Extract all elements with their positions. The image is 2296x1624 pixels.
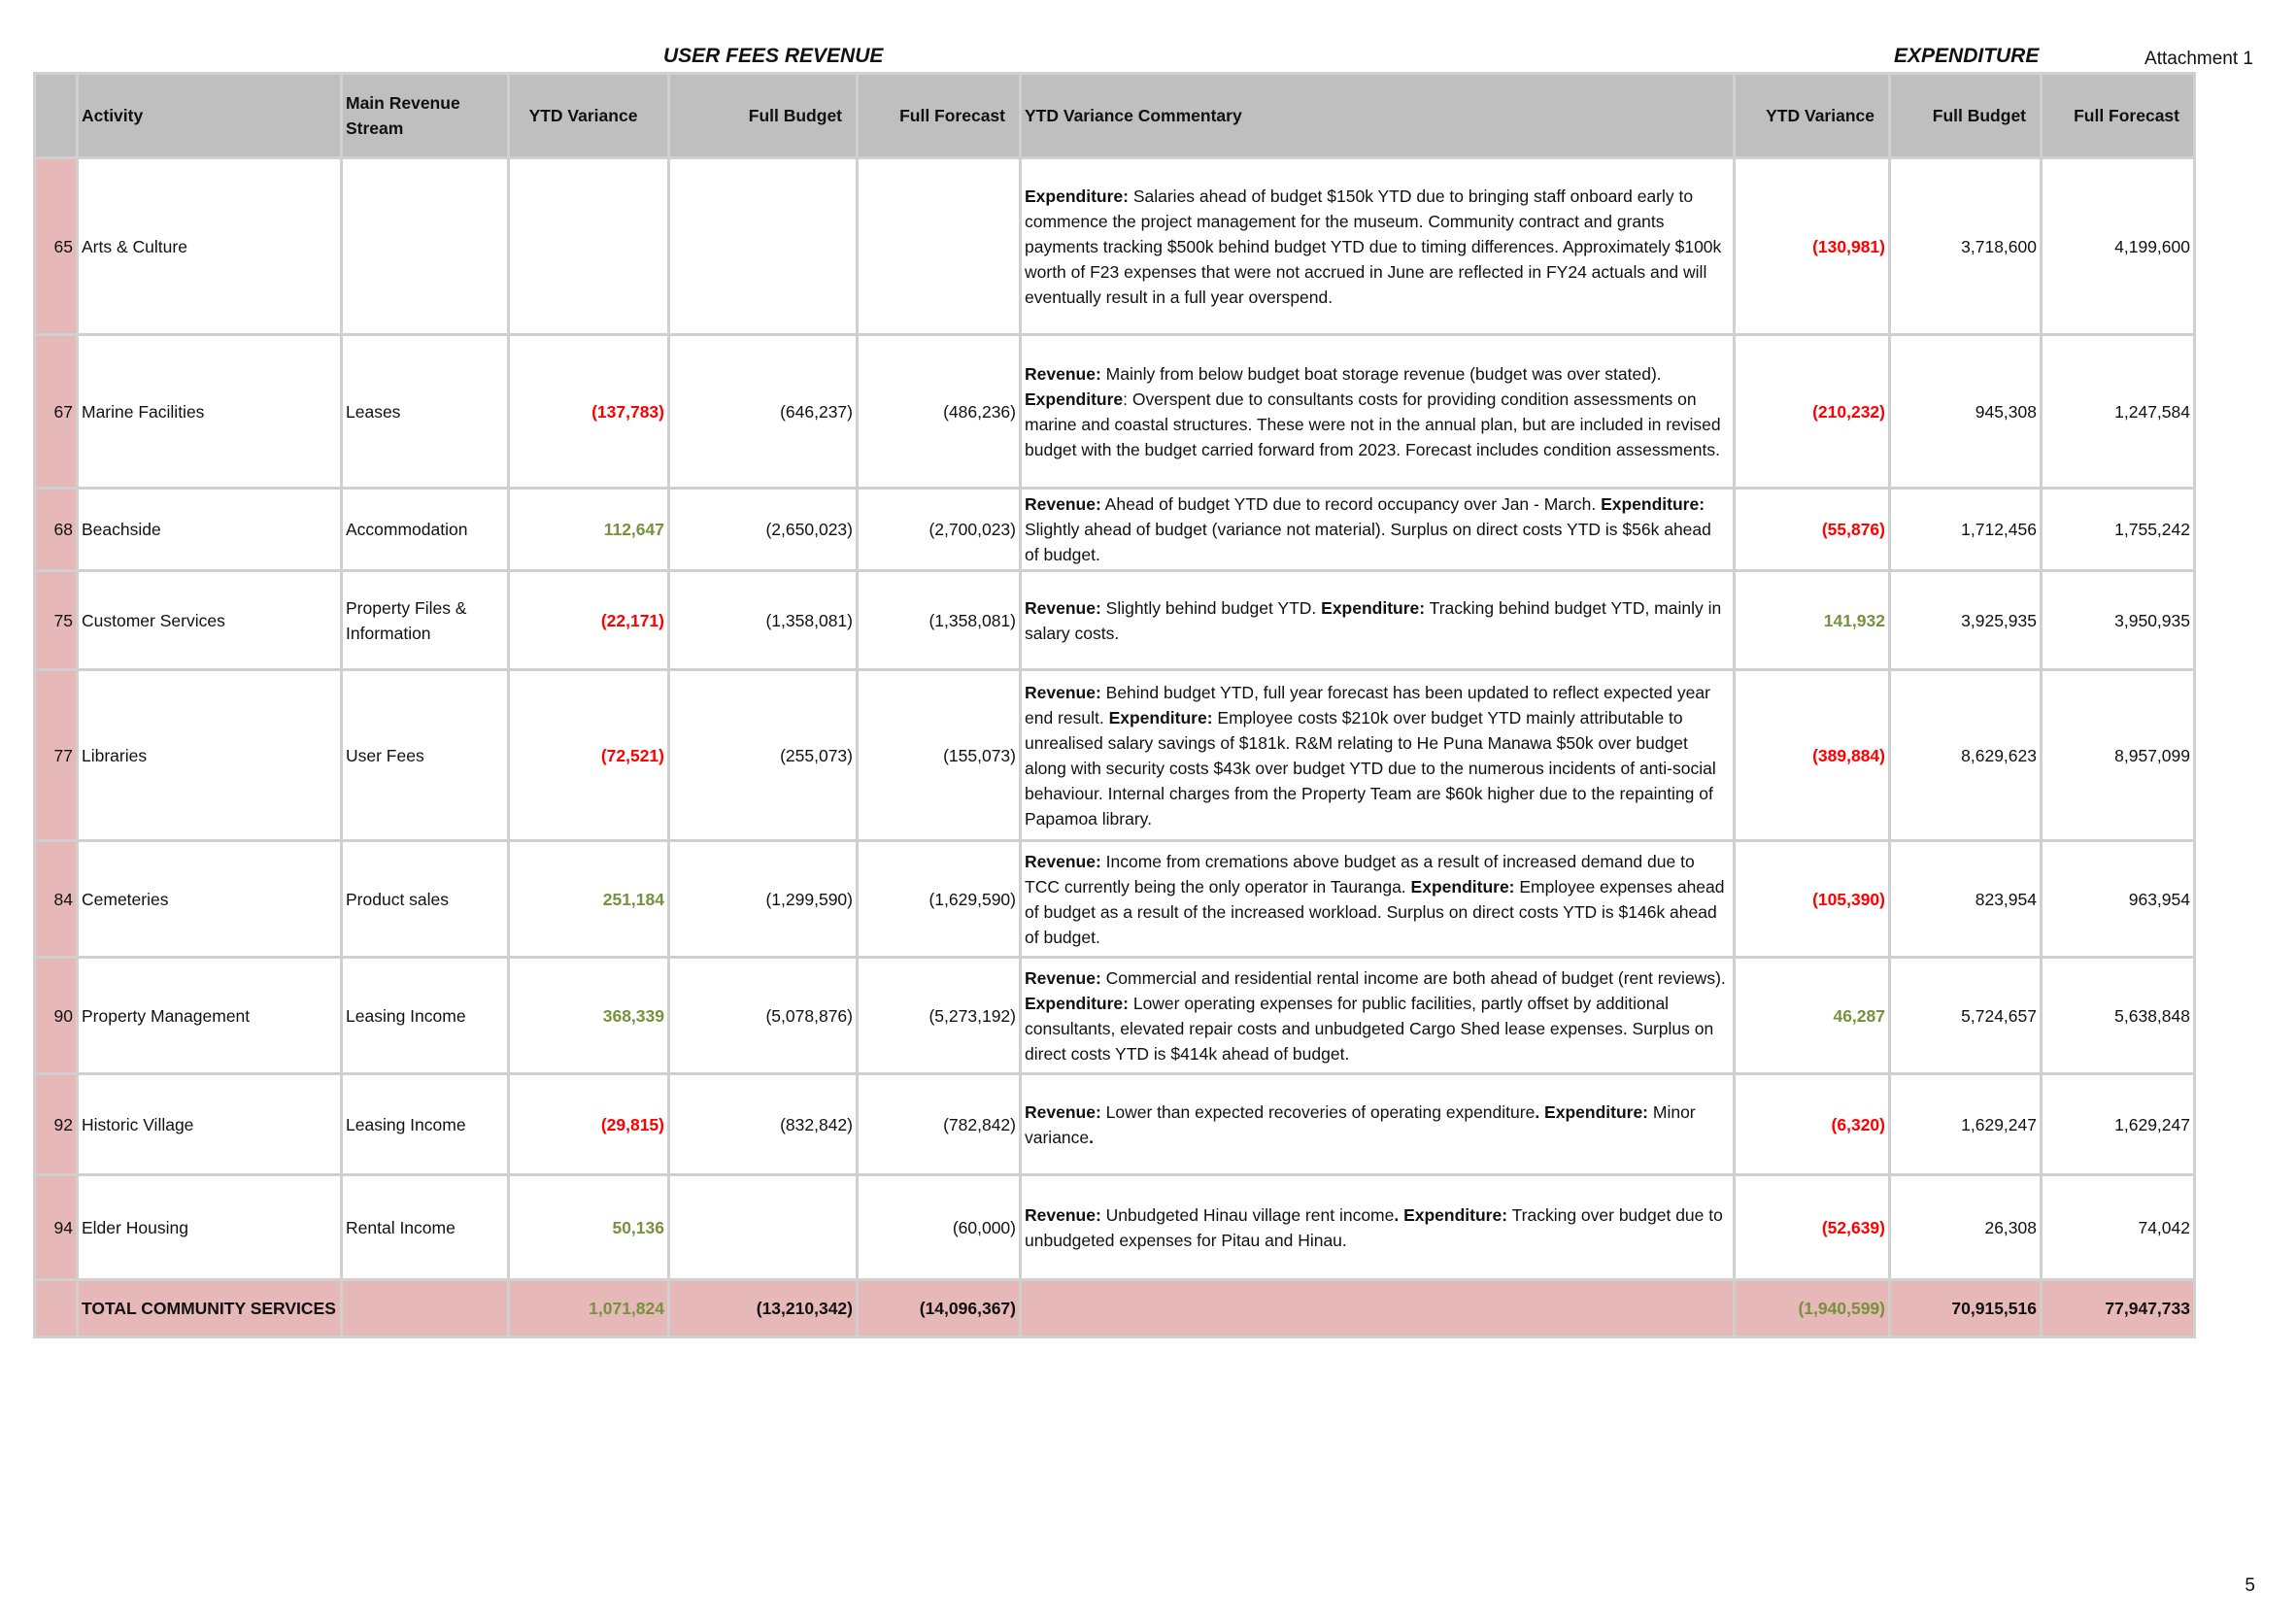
total-rev-budget: (13,210,342) (669, 1280, 858, 1337)
row-number: 84 (35, 841, 78, 958)
commentary-label: Expenditure: (1321, 597, 1426, 618)
commentary-label: Revenue: (1025, 682, 1101, 702)
rev-ytd-cell: 251,184 (509, 841, 669, 958)
commentary-label: Expenditure (1025, 389, 1124, 409)
exp-ytd-cell: (130,981) (1735, 158, 1890, 335)
table-header-row (35, 74, 2195, 158)
stream-cell (342, 158, 509, 335)
stream-cell: Accommodation (342, 489, 509, 571)
commentary-text: Income from cremations above budget as a result of increased demand due to TCC currently being the only operator in Tauranga. (1025, 851, 1695, 897)
commentary-cell (1021, 158, 1735, 335)
rev-ytd-cell (509, 158, 669, 335)
exp-budget-cell: 8,629,623 (1890, 670, 2042, 841)
rev-budget-cell: (255,073) (669, 670, 858, 841)
commentary-label: Expenditure: (1025, 186, 1129, 206)
activity-cell: Historic Village (78, 1074, 342, 1175)
commentary-text: Employee costs $210k over budget YTD mainly attributable to unrealised salary savings of $181k. R&M relating to He Puna Manawa $50k over budget along with security costs $43k over budget YTD due to the numerous incidents of anti-social behaviour. Internal charges from the Property Team are $60k higher due to the repainting of Papamoa library. (1025, 707, 1716, 829)
col-header-exp-forecast: Full Forecast (2042, 74, 2195, 158)
exp-budget-cell: 26,308 (1890, 1175, 2042, 1280)
exp-budget-cell: 1,629,247 (1890, 1074, 2042, 1175)
rev-forecast-cell: (486,236) (858, 335, 1021, 489)
row-number: 77 (35, 670, 78, 841)
activity-cell: Customer Services (78, 571, 342, 670)
rev-budget-cell (669, 1175, 858, 1280)
commentary-label: Expenditure: (1108, 707, 1213, 727)
stream-cell: Leases (342, 335, 509, 489)
commentary-label: Revenue: (1025, 494, 1101, 514)
row-number: 94 (35, 1175, 78, 1280)
exp-forecast-cell: 8,957,099 (2042, 670, 2195, 841)
commentary-text: Mainly from below budget boat storage revenue (budget was over stated). (1100, 363, 1662, 384)
col-header-activity: Activity (78, 74, 342, 158)
commentary-label: Revenue: (1025, 363, 1101, 384)
stream-cell: Rental Income (342, 1175, 509, 1280)
commentary-text: Unbudgeted Hinau village rent income (1100, 1204, 1395, 1225)
commentary-label: Expenditure: (1025, 993, 1129, 1013)
commentary-label: Expenditure: (1410, 876, 1515, 897)
exp-ytd-cell: (105,390) (1735, 841, 1890, 958)
commentary-text: Tracking over budget due to unbudgeted expenses for Pitau and Hinau. (1025, 1204, 1723, 1250)
exp-ytd-cell: (55,876) (1735, 489, 1890, 571)
commentary-text: Employee expenses ahead of budget as a result of the increased workload. Surplus on direct costs YTD is $146k ahead of budget. (1025, 876, 1725, 947)
commentary-cell (1021, 1074, 1735, 1175)
commentary-cell (1021, 958, 1735, 1074)
commentary-cell (1021, 670, 1735, 841)
commentary-text: Commercial and residential rental income are both ahead of budget (rent reviews). (1100, 967, 1726, 988)
stream-cell: Leasing Income (342, 958, 509, 1074)
table-row (35, 571, 2195, 670)
table-row (35, 670, 2195, 841)
rev-ytd-cell: 112,647 (509, 489, 669, 571)
commentary-text: Tracking behind budget YTD, mainly in salary costs. (1025, 597, 1722, 643)
commentary-cell (1021, 1175, 1735, 1280)
row-number: 90 (35, 958, 78, 1074)
commentary-label: Revenue: (1025, 851, 1101, 871)
page-number: 5 (2245, 1575, 2255, 1596)
total-commentary-cell (1021, 1280, 1735, 1337)
exp-forecast-cell: 4,199,600 (2042, 158, 2195, 335)
commentary-cell (1021, 841, 1735, 958)
variance-table (33, 72, 2196, 1338)
total-row (35, 1280, 2195, 1337)
exp-forecast-cell: 1,247,584 (2042, 335, 2195, 489)
commentary-text: : Overspent due to consultants costs for providing condition assessments on marine and coastal structures. These were not in the annual plan, but are included in revised budget with the budget carried forward from 2023. Forecast includes condition assessments. (1025, 389, 1721, 459)
commentary-text: Minor variance (1025, 1101, 1696, 1147)
commentary-label: . (1089, 1127, 1095, 1147)
rev-ytd-cell: (22,171) (509, 571, 669, 670)
commentary-cell (1021, 489, 1735, 571)
exp-ytd-cell: (6,320) (1735, 1074, 1890, 1175)
col-header-rev-ytd: YTD Variance (509, 74, 669, 158)
exp-budget-cell: 3,718,600 (1890, 158, 2042, 335)
rev-forecast-cell (858, 158, 1021, 335)
activity-cell: Cemeteries (78, 841, 342, 958)
activity-cell: Libraries (78, 670, 342, 841)
exp-forecast-cell: 3,950,935 (2042, 571, 2195, 670)
activity-cell: Marine Facilities (78, 335, 342, 489)
revenue-section-title: USER FEES REVENUE (663, 45, 884, 67)
rev-ytd-cell: (72,521) (509, 670, 669, 841)
col-header-commentary: YTD Variance Commentary (1021, 74, 1735, 158)
exp-forecast-cell: 963,954 (2042, 841, 2195, 958)
commentary-label: Revenue: (1025, 1101, 1101, 1122)
col-header-exp-ytd: YTD Variance (1735, 74, 1890, 158)
commentary-label: . Expenditure: (1394, 1204, 1508, 1225)
exp-ytd-cell: (52,639) (1735, 1175, 1890, 1280)
commentary-text: Lower operating expenses for public facilities, partly offset by additional consultants, elevated repair costs and unbudgeted Cargo Shed lease expenses. Surplus on direct costs YTD is $414k ahead of budget. (1025, 993, 1714, 1064)
exp-forecast-cell: 5,638,848 (2042, 958, 2195, 1074)
rev-budget-cell (669, 158, 858, 335)
rev-forecast-cell: (1,358,081) (858, 571, 1021, 670)
table-row (35, 158, 2195, 335)
commentary-text: Ahead of budget YTD due to record occupancy over Jan - March. (1100, 494, 1602, 514)
exp-budget-cell: 3,925,935 (1890, 571, 2042, 670)
total-number-cell (35, 1280, 78, 1337)
rev-budget-cell: (1,358,081) (669, 571, 858, 670)
stream-cell: Product sales (342, 841, 509, 958)
exp-budget-cell: 823,954 (1890, 841, 2042, 958)
rev-budget-cell: (646,237) (669, 335, 858, 489)
rev-budget-cell: (832,842) (669, 1074, 858, 1175)
total-exp-budget: 70,915,516 (1890, 1280, 2042, 1337)
rev-forecast-cell: (1,629,590) (858, 841, 1021, 958)
total-exp-forecast: 77,947,733 (2042, 1280, 2195, 1337)
attachment-label: Attachment 1 (2144, 49, 2253, 69)
rev-ytd-cell: 50,136 (509, 1175, 669, 1280)
commentary-text: Salaries ahead of budget $150k YTD due to bringing staff onboard early to commence the project management for the museum. Community contract and grants payments tracking $500k behind budget YTD due to timing differences. Approximately $100k worth of F23 expenses that were not accrued in June are reflected in FY24 actuals and will eventually result in a full year overspend. (1025, 186, 1722, 307)
commentary-cell (1021, 335, 1735, 489)
row-number: 68 (35, 489, 78, 571)
rev-budget-cell: (5,078,876) (669, 958, 858, 1074)
activity-cell: Arts & Culture (78, 158, 342, 335)
table-row (35, 958, 2195, 1074)
exp-budget-cell: 945,308 (1890, 335, 2042, 489)
expenditure-section-title: EXPENDITURE (1894, 45, 2040, 67)
exp-ytd-cell: (210,232) (1735, 335, 1890, 489)
col-header-number (35, 74, 78, 158)
col-header-rev-forecast: Full Forecast (858, 74, 1021, 158)
col-header-stream: Main Revenue Stream (342, 74, 509, 158)
row-number: 67 (35, 335, 78, 489)
exp-ytd-cell: 141,932 (1735, 571, 1890, 670)
commentary-label: Expenditure: (1601, 494, 1705, 514)
rev-forecast-cell: (155,073) (858, 670, 1021, 841)
commentary-text: Lower than expected recoveries of operating expenditure (1100, 1101, 1536, 1122)
exp-ytd-cell: 46,287 (1735, 958, 1890, 1074)
commentary-label: Revenue: (1025, 967, 1101, 988)
table-row (35, 1074, 2195, 1175)
exp-ytd-cell: (389,884) (1735, 670, 1890, 841)
commentary-text: Behind budget YTD, full year forecast has been updated to reflect expected year end result. (1025, 682, 1710, 727)
rev-forecast-cell: (2,700,023) (858, 489, 1021, 571)
table-row (35, 1175, 2195, 1280)
total-label: TOTAL COMMUNITY SERVICES (78, 1280, 342, 1337)
total-rev-forecast: (14,096,367) (858, 1280, 1021, 1337)
table-row (35, 841, 2195, 958)
commentary-label: . Expenditure: (1535, 1101, 1649, 1122)
stream-cell: User Fees (342, 670, 509, 841)
activity-cell: Elder Housing (78, 1175, 342, 1280)
rev-forecast-cell: (782,842) (858, 1074, 1021, 1175)
row-number: 75 (35, 571, 78, 670)
exp-forecast-cell: 1,755,242 (2042, 489, 2195, 571)
table-row (35, 335, 2195, 489)
col-header-exp-budget: Full Budget (1890, 74, 2042, 158)
activity-cell: Beachside (78, 489, 342, 571)
total-rev-ytd: 1,071,824 (509, 1280, 669, 1337)
rev-budget-cell: (2,650,023) (669, 489, 858, 571)
exp-forecast-cell: 1,629,247 (2042, 1074, 2195, 1175)
rev-forecast-cell: (5,273,192) (858, 958, 1021, 1074)
commentary-text: Slightly ahead of budget (variance not material). Surplus on direct costs YTD is $56k ahead of budget. (1025, 520, 1711, 564)
row-number: 92 (35, 1074, 78, 1175)
rev-ytd-cell: 368,339 (509, 958, 669, 1074)
rev-ytd-cell: (29,815) (509, 1074, 669, 1175)
rev-budget-cell: (1,299,590) (669, 841, 858, 958)
exp-budget-cell: 5,724,657 (1890, 958, 2042, 1074)
rev-ytd-cell: (137,783) (509, 335, 669, 489)
rev-forecast-cell: (60,000) (858, 1175, 1021, 1280)
table-row (35, 489, 2195, 571)
total-exp-ytd: (1,940,599) (1735, 1280, 1890, 1337)
total-stream-cell (342, 1280, 509, 1337)
commentary-text: Slightly behind budget YTD. (1100, 597, 1322, 618)
exp-budget-cell: 1,712,456 (1890, 489, 2042, 571)
commentary-label: Revenue: (1025, 597, 1101, 618)
activity-cell: Property Management (78, 958, 342, 1074)
exp-forecast-cell: 74,042 (2042, 1175, 2195, 1280)
col-header-rev-budget: Full Budget (669, 74, 858, 158)
commentary-cell (1021, 571, 1735, 670)
commentary-label: Revenue: (1025, 1204, 1101, 1225)
row-number: 65 (35, 158, 78, 335)
stream-cell: Leasing Income (342, 1074, 509, 1175)
stream-cell: Property Files & Information (342, 571, 509, 670)
